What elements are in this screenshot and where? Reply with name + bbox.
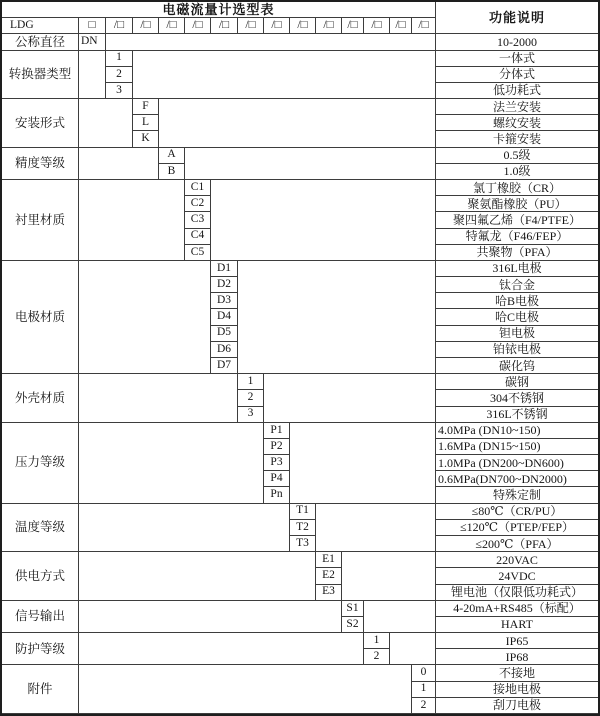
model-slot-box: /□ [133,18,159,34]
code-cell: 1 [364,633,390,649]
code-cell: P3 [264,455,290,471]
desc-cell: 316L电极 [436,261,598,277]
section-left-spacer [79,261,211,374]
section-right-spacer [159,99,436,148]
section-right-spacer [238,261,436,374]
desc-cell: 1.0级 [436,164,598,180]
code-cell: S1 [342,601,364,617]
desc-cell: 4-20mA+RS485（标配） [436,601,598,617]
desc-cell: 1.6MPa (DN15~150) [436,439,598,455]
section-label: 外壳材质 [2,374,79,423]
desc-cell: 0.6MPa(DN700~DN2000) [436,471,598,487]
code-cell: 3 [238,407,264,423]
section-left-spacer [79,180,185,261]
section-left-spacer [79,665,412,714]
desc-cell: 304不锈钢 [436,390,598,406]
code-cell: 1 [412,682,436,698]
desc-cell: 螺纹安装 [436,115,598,131]
function-column-header: 功能说明 [436,2,598,34]
section-left-spacer [79,99,133,148]
desc-cell: 0.5级 [436,148,598,164]
model-slot-box: /□ [290,18,316,34]
desc-cell: 钽电极 [436,326,598,342]
desc-cell: 共聚物（PFA） [436,245,598,261]
section-label: 精度等级 [2,148,79,180]
code-cell: 3 [106,83,133,99]
code-cell: C5 [185,245,211,261]
code-cell: D7 [211,358,238,374]
desc-cell: 分体式 [436,67,598,83]
model-slot-box: /□ [159,18,185,34]
code-cell: C3 [185,212,211,228]
code-cell: 2 [364,649,390,665]
section-label: 信号输出 [2,601,79,633]
code-cell: C4 [185,229,211,245]
desc-cell: 铂铱电极 [436,342,598,358]
code-cell: D6 [211,342,238,358]
section-left-spacer [79,148,159,180]
table-title: 电磁流量计选型表 [2,2,436,18]
model-slot-box: /□ [238,18,264,34]
code-cell: K [133,131,159,147]
section-right-spacer [316,504,436,553]
desc-cell: 低功耗式 [436,83,598,99]
code-cell: E2 [316,568,342,584]
desc-cell: IP65 [436,633,598,649]
section-right-spacer [133,51,436,100]
code-cell: P4 [264,471,290,487]
model-slot-box: /□ [412,18,436,34]
code-cell: S2 [342,617,364,633]
code-cell: E1 [316,552,342,568]
section-label: 电极材质 [2,261,79,374]
code-cell: 1 [238,374,264,390]
model-prefix: LDG [2,18,79,34]
section-right-spacer [264,374,436,423]
desc-cell: 316L不锈钢 [436,407,598,423]
section-label: 安装形式 [2,99,79,148]
section-label: 防护等级 [2,633,79,665]
desc-cell: ≤80℃（CR/PU） [436,504,598,520]
code-cell: T3 [290,536,316,552]
desc-cell: 卡箍安装 [436,131,598,147]
desc-cell: HART [436,617,598,633]
section-left-spacer [79,504,290,553]
desc-cell: 特殊定制 [436,487,598,503]
section-label: 附件 [2,665,79,714]
code-cell: D5 [211,326,238,342]
section-right-spacer [185,148,436,180]
model-slot-box: /□ [264,18,290,34]
desc-cell: 24VDC [436,568,598,584]
section-left-spacer [79,552,316,601]
section-label: 公称直径 [2,34,79,50]
code-cell: D3 [211,293,238,309]
code-cell: C1 [185,180,211,196]
section-right-spacer [106,34,436,50]
section-left-spacer [79,374,238,423]
section-right-spacer [342,552,436,601]
section-label: 供电方式 [2,552,79,601]
section-right-spacer [390,633,436,665]
code-cell: D1 [211,261,238,277]
code-cell: T2 [290,520,316,536]
section-label: 转换器类型 [2,51,79,100]
model-slot-box: /□ [211,18,238,34]
desc-cell: 氯丁橡胶（CR） [436,180,598,196]
code-cell: P2 [264,439,290,455]
code-cell: T1 [290,504,316,520]
desc-cell: 不接地 [436,665,598,681]
code-cell: B [159,164,185,180]
desc-cell: 特氟龙（F46/FEP） [436,229,598,245]
desc-cell: 聚四氟乙烯（F4/PTFE） [436,212,598,228]
model-slot-box: /□ [316,18,342,34]
desc-cell: 1.0MPa (DN200~DN600) [436,455,598,471]
section-left-spacer [79,633,364,665]
section-right-spacer [364,601,436,633]
code-cell: Pn [264,487,290,503]
code-cell: P1 [264,423,290,439]
section-label: 衬里材质 [2,180,79,261]
code-cell: L [133,115,159,131]
desc-cell: 一体式 [436,51,598,67]
desc-cell: 哈B电极 [436,293,598,309]
code-cell: 2 [238,390,264,406]
section-left-spacer [79,601,342,633]
code-cell: D2 [211,277,238,293]
model-slot-box: /□ [390,18,412,34]
code-cell: C2 [185,196,211,212]
desc-cell: 碳钢 [436,374,598,390]
code-cell: F [133,99,159,115]
desc-cell: 接地电极 [436,682,598,698]
desc-cell: 聚氨酯橡胶（PU） [436,196,598,212]
code-cell: E3 [316,585,342,601]
code-cell: DN [79,34,106,50]
section-label: 温度等级 [2,504,79,553]
section-left-spacer [79,51,106,100]
section-label: 压力等级 [2,423,79,504]
code-cell: 1 [106,51,133,67]
section-left-spacer [79,423,264,504]
model-slot-box: /□ [342,18,364,34]
code-cell: 2 [412,698,436,714]
model-slot-box: /□ [106,18,133,34]
code-cell: 0 [412,665,436,681]
desc-cell: ≤120℃（PTEP/FEP） [436,520,598,536]
section-right-spacer [290,423,436,504]
section-right-spacer [211,180,436,261]
desc-cell: 4.0MPa (DN10~150) [436,423,598,439]
desc-cell: 刮刀电极 [436,698,598,714]
desc-cell: IP68 [436,649,598,665]
code-cell: D4 [211,309,238,325]
model-slot-box: /□ [185,18,211,34]
model-digit-box: □ [79,18,106,34]
model-slot-box: /□ [364,18,390,34]
desc-cell: 220VAC [436,552,598,568]
desc-cell: 10-2000 [436,34,598,50]
desc-cell: 钛合金 [436,277,598,293]
desc-cell: 碳化钨 [436,358,598,374]
desc-cell: 哈C电极 [436,309,598,325]
desc-cell: ≤200℃（PFA） [436,536,598,552]
desc-cell: 锂电池（仅限低功耗式） [436,585,598,601]
code-cell: 2 [106,67,133,83]
code-cell: A [159,148,185,164]
desc-cell: 法兰安装 [436,99,598,115]
